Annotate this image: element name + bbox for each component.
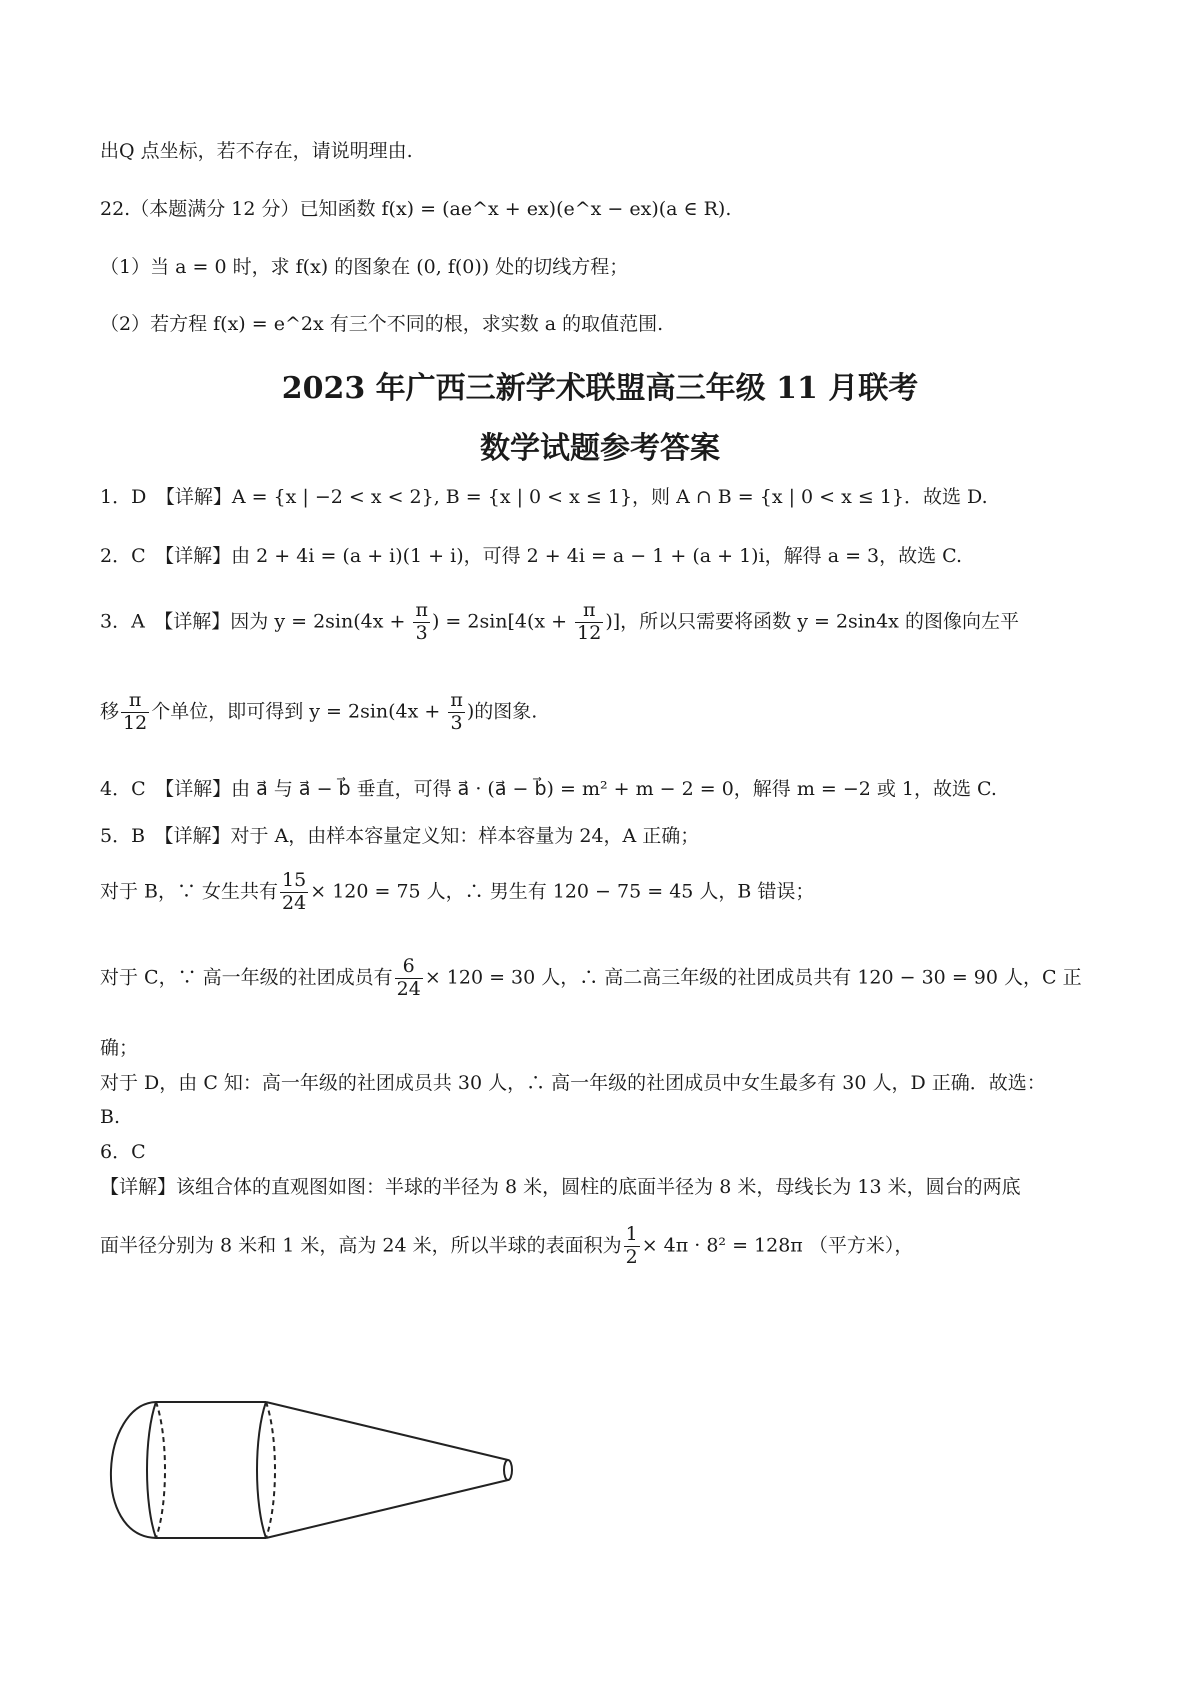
answer-5-b: 对于 B，∵ 女生共有 $\frac{15}{24}$ × 120 = 75 人，∴ 男生有 120 − 75 = 45 人，B 错误； [100,869,815,914]
fraction: $\frac{1}{2}$ [625,1223,638,1268]
problem-22-part-2: （2）若方程 f(x) = e^2x 有三个不同的根，求实数 a 的取值范围. [100,313,664,335]
answer-5: 5．B 【详解】对于 A，由样本容量定义知：样本容量为 24，A 正确； [100,825,700,847]
answer-5-c: 对于 C，∵ 高一年级的社团成员有 $\frac{6}{24}$ × 120 = 30 人，∴ 高二高三年级的社团成员共有 120 − 30 = 90 人，C 正 [100,955,1082,1000]
fraction: $\frac{\pi}{12}$ [123,689,148,734]
fraction: $\frac{\pi}{3}$ [415,599,428,644]
page-title: 2023 年广西三新学术联盟高三年级 11 月联考 [281,371,919,406]
frustum-bottom-edge [266,1480,508,1538]
problem-22-part-1: （1）当 a = 0 时，求 f(x) 的图象在 (0, f(0)) 处的切线方程； [100,256,629,278]
fraction: $\frac{15}{24}$ [282,869,307,914]
answer-5-e: 对于 D，由 C 知：高一年级的社团成员共 30 人，∴ 高一年级的社团成员中女生最多有 30 人，D 正确．故选： [100,1072,1046,1094]
answer-6-c: 面半径分别为 8 米和 1 米，高为 24 米，所以半球的表面积为 $\frac{1}{2}$ × 4π · 8² = 128π （平方米）， [100,1223,914,1268]
answer-6: 6．C [100,1141,146,1163]
problem-22: 22.（本题满分 12 分）已知函数 f(x) = (ae^x + ex)(e^x − ex)(a ∈ R). [100,198,732,220]
answer-4: 4．C 【详解】由 a⃗ 与 a⃗ − b⃗ 垂直，可得 a⃗ · (a⃗ − b⃗) = m² + m − 2 = 0，解得 m = −2 或 1，故选 C. [100,778,997,800]
answer-2: 2．C 【详解】由 2 + 4i = (a + i)(1 + i)，可得 2 + 4i = a − 1 + (a + 1)i，解得 a = 3，故选 C. [100,545,963,567]
left-ellipse-back [156,1402,165,1538]
right-ellipse-front [257,1402,266,1538]
right-ellipse-back [266,1402,275,1538]
frustum-top-edge [266,1402,508,1460]
answer-5-f: B. [100,1106,121,1128]
answer-6-b: 【详解】该组合体的直观图如图：半球的半径为 8 米，圆柱的底面半径为 8 米，母线长为 13 米，圆台的两底 [100,1176,1021,1198]
fraction: $\frac{6}{24}$ [396,955,421,1000]
page-subtitle: 数学试题参考答案 [480,431,720,466]
composite-solid-figure [96,1396,566,1546]
frustum-small-end [504,1460,512,1480]
answer-3-cont: 移 $\frac{\pi}{12}$ 个单位，即可得到 y = 2sin(4x + $\frac{\pi}{3}$ )的图象. [100,689,538,734]
answer-5-d: 确； [100,1037,139,1059]
text-line: 出Q 点坐标，若不存在，请说明理由. [100,140,413,162]
answer-1: 1．D 【详解】A = {x | −2 < x < 2}, B = {x | 0 < x ≤ 1}，则 A ∩ B = {x | 0 < x ≤ 1}．故选 D. [100,486,988,508]
left-ellipse-front [147,1402,156,1538]
answer-3: 3．A 【详解】因为 y = 2sin(4x + $\frac{\pi}{3}$ ) = 2sin[4(x + $\frac{\pi}{12}$ )]，所以只需要将函数 y = 2sin4x 的图像向左平 [100,599,1019,644]
hemisphere-outline [111,1402,156,1538]
fraction: $\frac{\pi}{3}$ [450,689,463,734]
fraction: $\frac{\pi}{12}$ [577,599,602,644]
